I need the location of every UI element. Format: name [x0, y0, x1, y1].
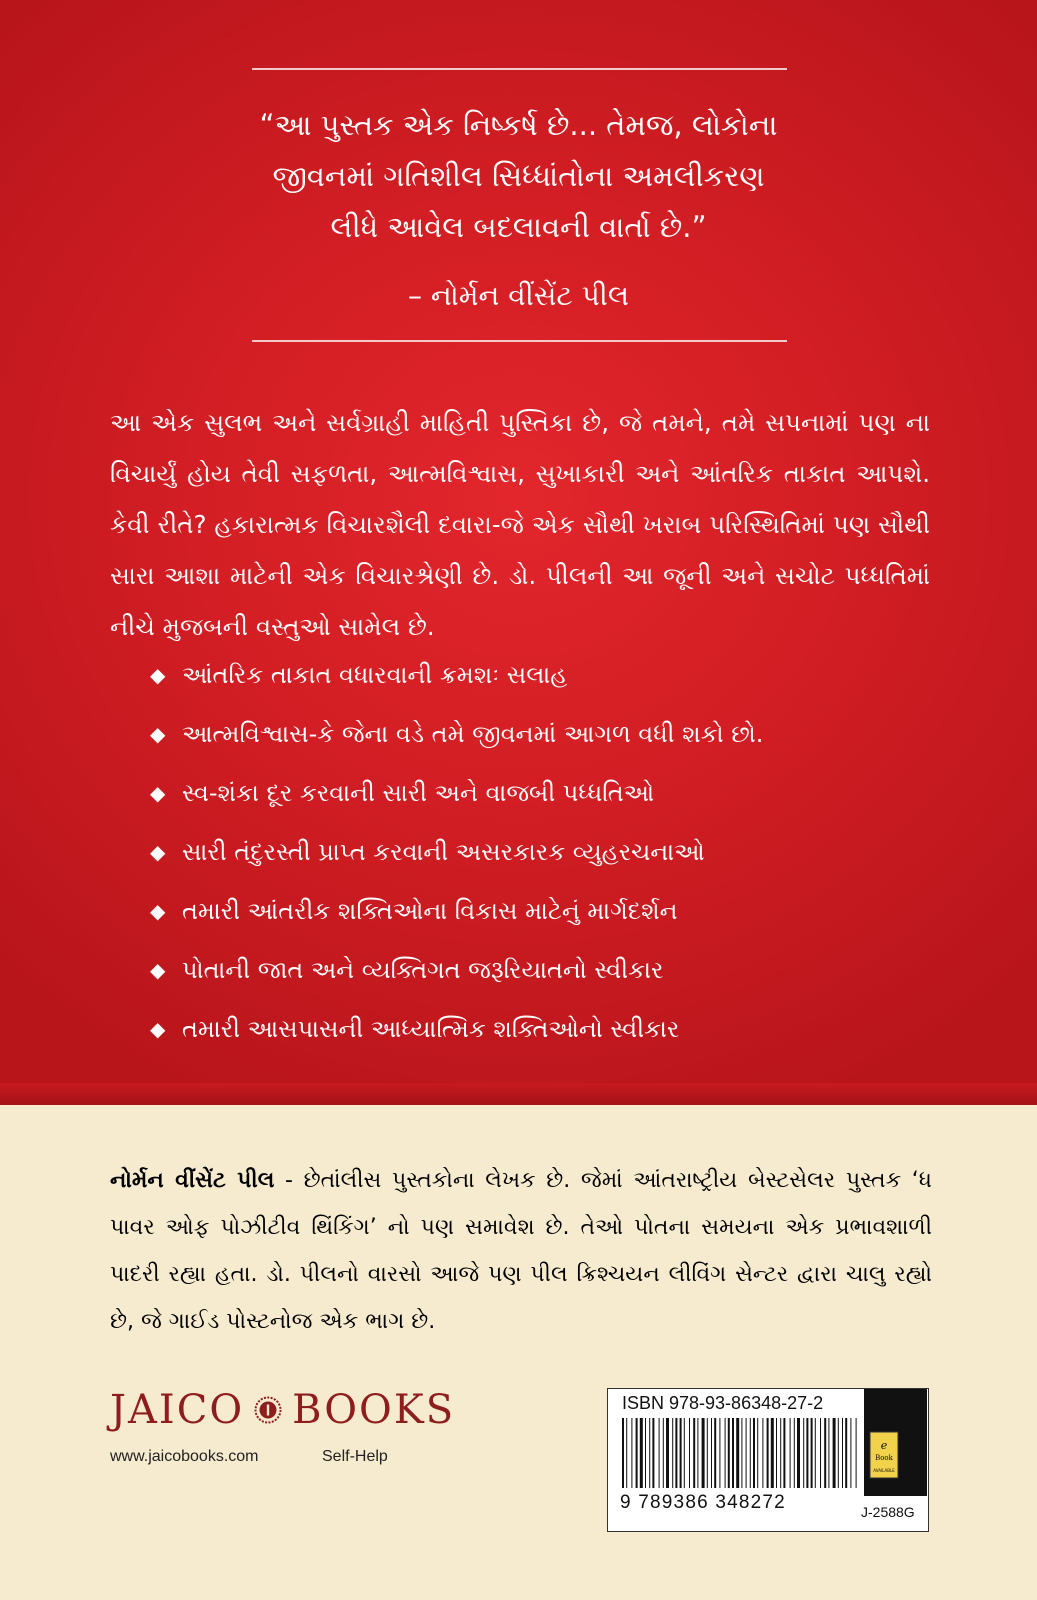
quote: [160, 100, 877, 253]
list-item: [150, 1014, 763, 1073]
quote-attribution: – નોર્મન વીંસેંટ પીલ: [408, 279, 629, 312]
diamond-bullet-icon: ◆: [150, 840, 166, 864]
list-item: [150, 778, 763, 837]
quote-line: જીવનમાં ગતિશીલ સિધ્ધાંતોના અમલીકરણ: [272, 159, 765, 193]
list-item: [150, 896, 763, 955]
list-item: [150, 719, 763, 778]
author-bio-text: - છેતાંલીસ પુસ્તકોના લેખક છે. જેમાં આંતરાષ્ટ્રીય બેસ્ટસેલર પુસ્તક ‘ધ પાવર ઓફ પોઝીટીવ થિંકિંગ’ નો પણ સમાવેશ છે. તેઓ પોતના સમયના એક પ્રભાવશાળી પાદરી રહ્યા હતા. ડો. પીલનો વારસો આજે પણ પીલ ક્રિશ્ચયન લીવિંગ સેન્ટર દ્વારા ચાલુ રહ્યો છે, જે ગાઈડ પોસ્ટનોજ એક ભાગ છે.: [110, 1168, 932, 1334]
top-divider: [252, 68, 787, 70]
list-item: [150, 837, 763, 896]
diamond-bullet-icon: ◆: [150, 899, 166, 923]
ebook-badge-label: Book: [875, 1454, 893, 1462]
barcode-digits: 9 789386 348272: [620, 1492, 786, 1513]
ebook-badge-e: e: [880, 1439, 888, 1452]
author-bio: [110, 1157, 932, 1345]
ebook-badge-note: AVAILABLE: [873, 1468, 895, 1473]
publisher-logo: [110, 1387, 455, 1433]
diamond-bullet-icon: ◆: [150, 663, 166, 687]
diamond-bullet-icon: ◆: [150, 1017, 166, 1041]
publisher-website: www.jaicobooks.com: [110, 1448, 259, 1465]
book-category: Self-Help: [322, 1448, 388, 1465]
list-item: [150, 660, 763, 719]
diamond-bullet-icon: ◆: [150, 958, 166, 982]
list-item-text: તમારી આસપાસની આધ્યાત્મિક શક્તિઓનો સ્વીકાર: [182, 1015, 680, 1043]
diamond-bullet-icon: ◆: [150, 781, 166, 805]
list-item-text: આત્મવિશ્વાસ-કે જેના વડે તમે જીવનમાં આગળ વધી શકો છો.: [182, 720, 764, 748]
barcode-icon: [622, 1418, 858, 1488]
publisher-name-left: JAICO: [110, 1387, 245, 1433]
list-item-text: આંતરિક તાકાત વધારવાની ક્રમશઃ સલાહ: [182, 661, 568, 689]
list-item-text: પોતાની જાત અને વ્યક્તિગત જરૂરિયાતનો સ્વીકાર: [182, 956, 664, 984]
list-item-text: સારી તંદુરસ્તી પ્રાપ્ત કરવાની અસરકારક વ્યુહરચનાઓ: [182, 838, 705, 866]
diamond-bullet-icon: ◆: [150, 722, 166, 746]
feature-list: [150, 660, 763, 1073]
isbn-label: ISBN 978-93-86348-27-2: [622, 1393, 824, 1413]
quote-line: “આ પુસ્તક એક નિષ્કર્ષ છે... તેમજ, લોકોના: [259, 108, 778, 142]
publisher-name-right: BOOKS: [292, 1387, 456, 1433]
sun-emblem-icon: [254, 1396, 282, 1424]
list-item: [150, 955, 763, 1014]
list-item-text: સ્વ-શંકા દૂર કરવાની સારી અને વાજબી પધ્ધતિઓ: [182, 779, 655, 807]
ebook-available-icon: [864, 1430, 904, 1482]
intro-paragraph: આ એક સુલભ અને સર્વગ્રાહી માહિતી પુસ્તિકા છે, જે તમને, તમે સપનામાં પણ ના વિચાર્યું હોય તેવી સફળતા, આત્મવિશ્વાસ, સુખાકારી અને આંતરિક તાકાત આપશે. કેવી રીતે? હકારાત્મક વિચારશૈલી દવારા-જે એક સૌથી ખરાબ પરિસ્થિતિમાં પણ સૌથી સારા આશા માટેની એક વિચારશ્રેણી છે. ડો. પીલની આ જૂની અને સચોટ પધ્ધતિમાં નીચે મુજબની વસ્તુઓ સામેલ છે.: [110, 408, 930, 641]
list-item-text: તમારી આંતરીક શક્તિઓના વિકાસ માટેનું માર્ગદર્શન: [182, 897, 678, 925]
bottom-divider: [252, 340, 787, 342]
author-name: નોર્મન વીંસેંટ પીલ: [110, 1168, 275, 1193]
book-code: J-2588G: [861, 1504, 915, 1520]
quote-line: લીધે આવેલ બદલાવની વાર્તા છે.”: [330, 210, 707, 244]
